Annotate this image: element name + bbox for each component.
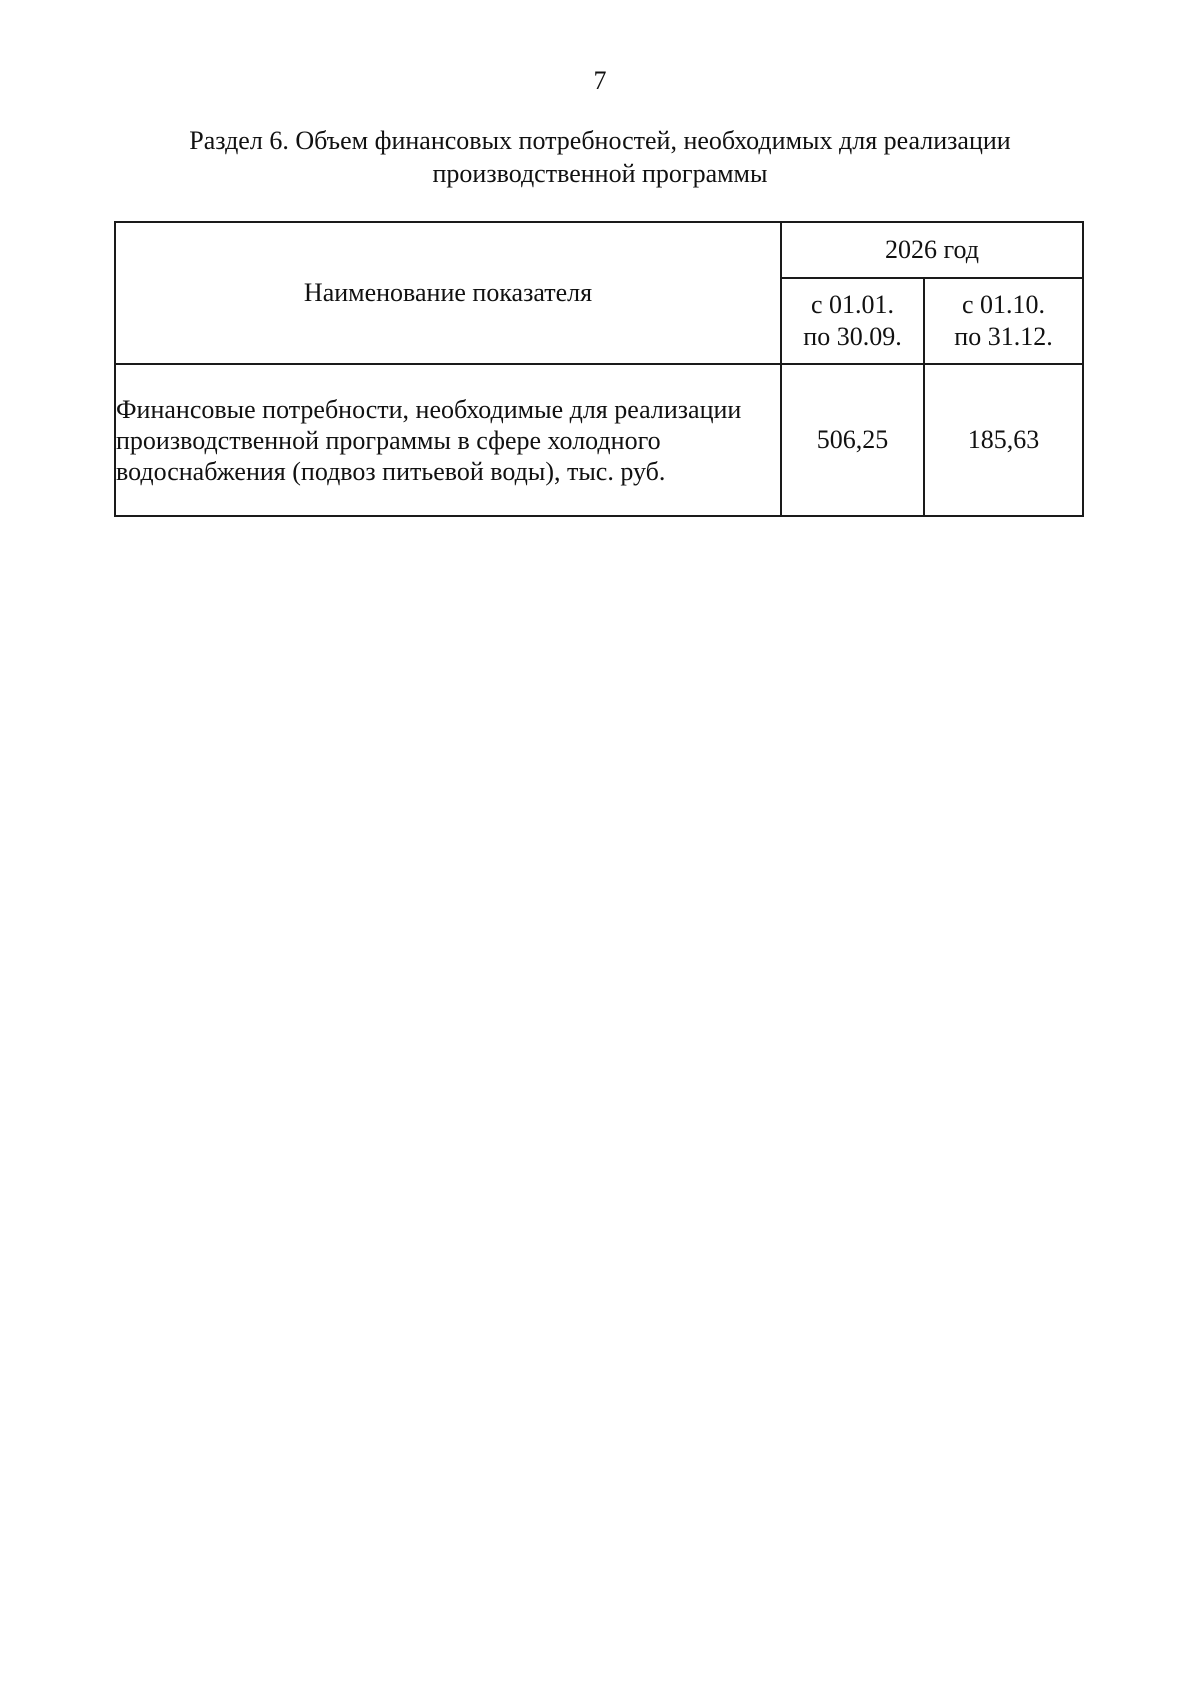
header-period-1-end: по 30.09. bbox=[803, 322, 902, 351]
indicator-cell: Финансовые потребности, необходимые для реализации производственной программы в сфере холодного водоснабжения (подвоз питьевой воды), тыс. руб. bbox=[115, 364, 781, 516]
header-period-1 bbox=[781, 278, 924, 364]
header-period-2-end: по 31.12. bbox=[954, 322, 1053, 351]
page-number: 7 bbox=[593, 66, 607, 95]
header-period-2 bbox=[924, 278, 1083, 364]
table-header-row-1 bbox=[115, 222, 1083, 278]
value-period-2: 185,63 bbox=[924, 364, 1083, 516]
header-year: 2026 год bbox=[781, 222, 1083, 278]
header-indicator-name: Наименование показателя bbox=[115, 222, 781, 364]
section-title bbox=[0, 124, 1200, 190]
table-row bbox=[115, 364, 1083, 516]
section-title-line-1: Раздел 6. Объем финансовых потребностей, необходимых для реализации bbox=[189, 126, 1011, 155]
value-period-1: 506,25 bbox=[781, 364, 924, 516]
header-period-2-start: с 01.10. bbox=[961, 290, 1046, 319]
header-period-1-start: с 01.01. bbox=[810, 290, 895, 319]
financial-needs-table bbox=[114, 221, 1084, 517]
section-title-line-2: производственной программы bbox=[432, 159, 768, 188]
